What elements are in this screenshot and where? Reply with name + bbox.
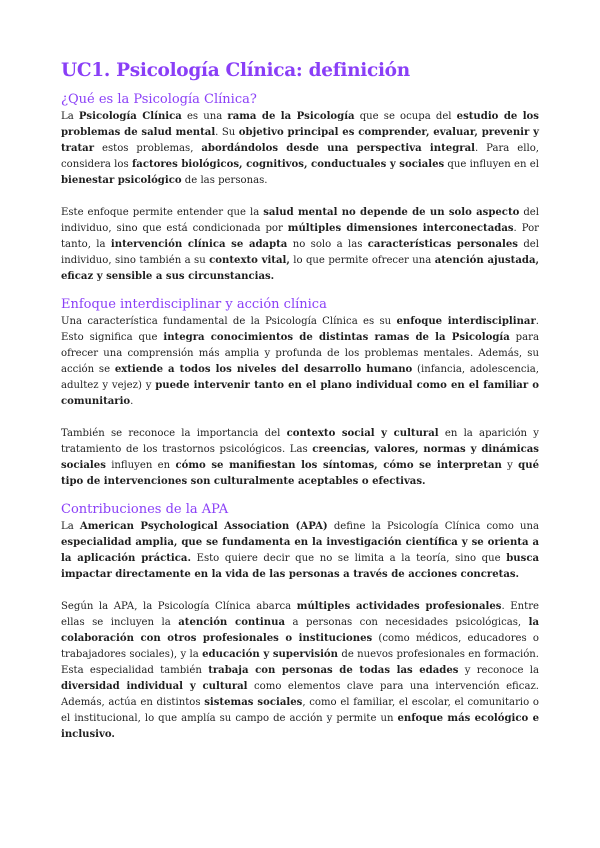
text-run: para ofrecer una comprensión más amplia y profunda de los problemas mentales. Además, su acción se <box>61 332 540 375</box>
paragraph <box>61 599 539 743</box>
bold-text: atención continua <box>178 617 285 628</box>
text-run: del individuo, sino que está condicionada por <box>61 207 539 234</box>
bold-text: características personales <box>367 239 518 250</box>
section-heading: ¿Qué es la Psicología Clínica? <box>61 92 257 107</box>
bold-text: integra conocimientos de distintas ramas de la Psicología <box>163 332 510 343</box>
bold-text: enfoque interdisciplinar <box>396 316 536 327</box>
text-run: . Esto significa que <box>61 316 539 343</box>
text-run: , como el familiar, el escolar, el comunitario o el institucional, lo que amplía su campo de acción y permite un <box>61 697 539 724</box>
text-run: a personas con necesidades psicológicas, <box>285 617 529 628</box>
bold-text: especialidad amplia, que se fundamenta en la investigación científica y se orienta a la aplicación práctica. <box>61 537 539 564</box>
text-run: . Para ello, considera los <box>61 143 539 170</box>
text-run: . Su <box>215 127 239 138</box>
text-run: También se reconoce la importancia del <box>61 428 287 439</box>
section-heading: Contribuciones de la APA <box>61 502 229 517</box>
document-page <box>61 58 539 743</box>
text-run: Una característica fundamental de la Psicología Clínica es su <box>61 316 397 327</box>
text-run: . Por tanto, la <box>61 223 540 250</box>
bold-text: abordándolos desde una perspectiva integral <box>201 143 475 154</box>
text-run: . Entre ellas se incluyen la <box>61 601 539 628</box>
text-run: Este enfoque permite entender que la <box>61 207 264 218</box>
paragraph <box>61 519 539 583</box>
bold-text: extiende a todos los niveles del desarrollo humano <box>114 364 413 375</box>
text-run: que influyen en el <box>444 159 539 170</box>
text-run: define la Psicología Clínica como una <box>327 521 540 532</box>
text-run: La <box>61 111 79 122</box>
bold-text: Psicología Clínica <box>78 111 182 122</box>
bold-text: objetivo principal es comprender, evaluar, prevenir y tratar <box>61 127 539 154</box>
bold-text: puede intervenir tanto en el plano individual como en el familiar o comunitario <box>61 380 539 407</box>
bold-text: bienestar psicológico <box>61 175 182 186</box>
text-run: y reconoce la <box>458 665 539 676</box>
text-run: en la aparición y tratamiento de los trastornos psicológicos. Las <box>61 428 540 455</box>
bold-text: contexto vital, <box>209 255 290 266</box>
bold-text: creencias, valores, normas y dinámicas sociales <box>61 444 539 471</box>
bold-text: cómo se manifiestan los síntomas, cómo se interpretan <box>175 460 502 471</box>
text-run: no solo a las <box>287 239 368 250</box>
section-heading: Enfoque interdisciplinar y acción clínica <box>61 297 327 312</box>
text-run: del individuo, sino también a su <box>61 239 539 266</box>
text-run: . <box>130 396 134 407</box>
bold-text: factores biológicos, cognitivos, conductuales y sociales <box>131 159 445 170</box>
bold-text: intervención clínica se adapta <box>110 239 288 250</box>
bold-text: American Psychological Association (APA) <box>79 521 328 532</box>
text-run: lo que permite ofrecer una <box>289 255 435 266</box>
bold-text: atención ajustada, eficaz y sensible a sus circunstancias. <box>61 255 539 282</box>
bold-text: enfoque más ecológico e inclusivo. <box>61 713 539 740</box>
page-title: UC1. Psicología Clínica: definición <box>61 60 410 81</box>
bold-text: salud mental no depende de un solo aspecto <box>263 207 520 218</box>
text-run: La <box>61 521 80 532</box>
bold-text: trabaja con personas de todas las edades <box>208 665 459 676</box>
bold-text: qué tipo de intervenciones son culturalmente aceptables o efectivas. <box>61 460 539 487</box>
text-run: de nuevos profesionales en formación. Esta especialidad también <box>61 649 539 676</box>
text-run: y <box>501 460 519 471</box>
text-run: influyen en <box>105 460 176 471</box>
paragraph <box>61 314 539 410</box>
bold-text: múltiples actividades profesionales <box>296 601 502 612</box>
text-run: (como médicos, educadores o trabajadores sociales), y la <box>61 633 539 660</box>
paragraph <box>61 109 539 189</box>
text-run: de las personas. <box>181 175 268 186</box>
section-enfoque <box>61 295 539 490</box>
text-run: como elementos clave para una intervención eficaz. Además, actúa en distintos <box>61 681 539 708</box>
text-run: es una <box>181 111 228 122</box>
bold-text: diversidad individual y cultural <box>61 681 248 692</box>
bold-text: sistemas sociales <box>204 697 303 708</box>
text-run: que se ocupa del <box>354 111 457 122</box>
paragraph <box>61 205 539 285</box>
text-run: Esto quiere decir que no se limita a la teoría, sino que <box>190 553 507 564</box>
bold-text: múltiples dimensiones interconectadas <box>287 223 514 234</box>
bold-text: la colaboración con otros profesionales o instituciones <box>61 617 539 644</box>
section-que-es <box>61 90 539 285</box>
text-run: (infancia, adolescencia, adultez y vejez) y <box>61 364 540 391</box>
bold-text: busca impactar directamente en la vida de las personas a través de acciones concretas. <box>61 553 539 580</box>
bold-text: contexto social y cultural <box>286 428 439 439</box>
text-run: estos problemas, <box>94 143 202 154</box>
bold-text: estudio de los problemas de salud mental <box>61 111 539 138</box>
bold-text: rama de la Psicología <box>227 111 355 122</box>
paragraph <box>61 426 539 490</box>
section-apa <box>61 500 539 743</box>
text-run: Según la APA, la Psicología Clínica abarca <box>61 601 297 612</box>
bold-text: educación y supervisión <box>202 649 338 660</box>
